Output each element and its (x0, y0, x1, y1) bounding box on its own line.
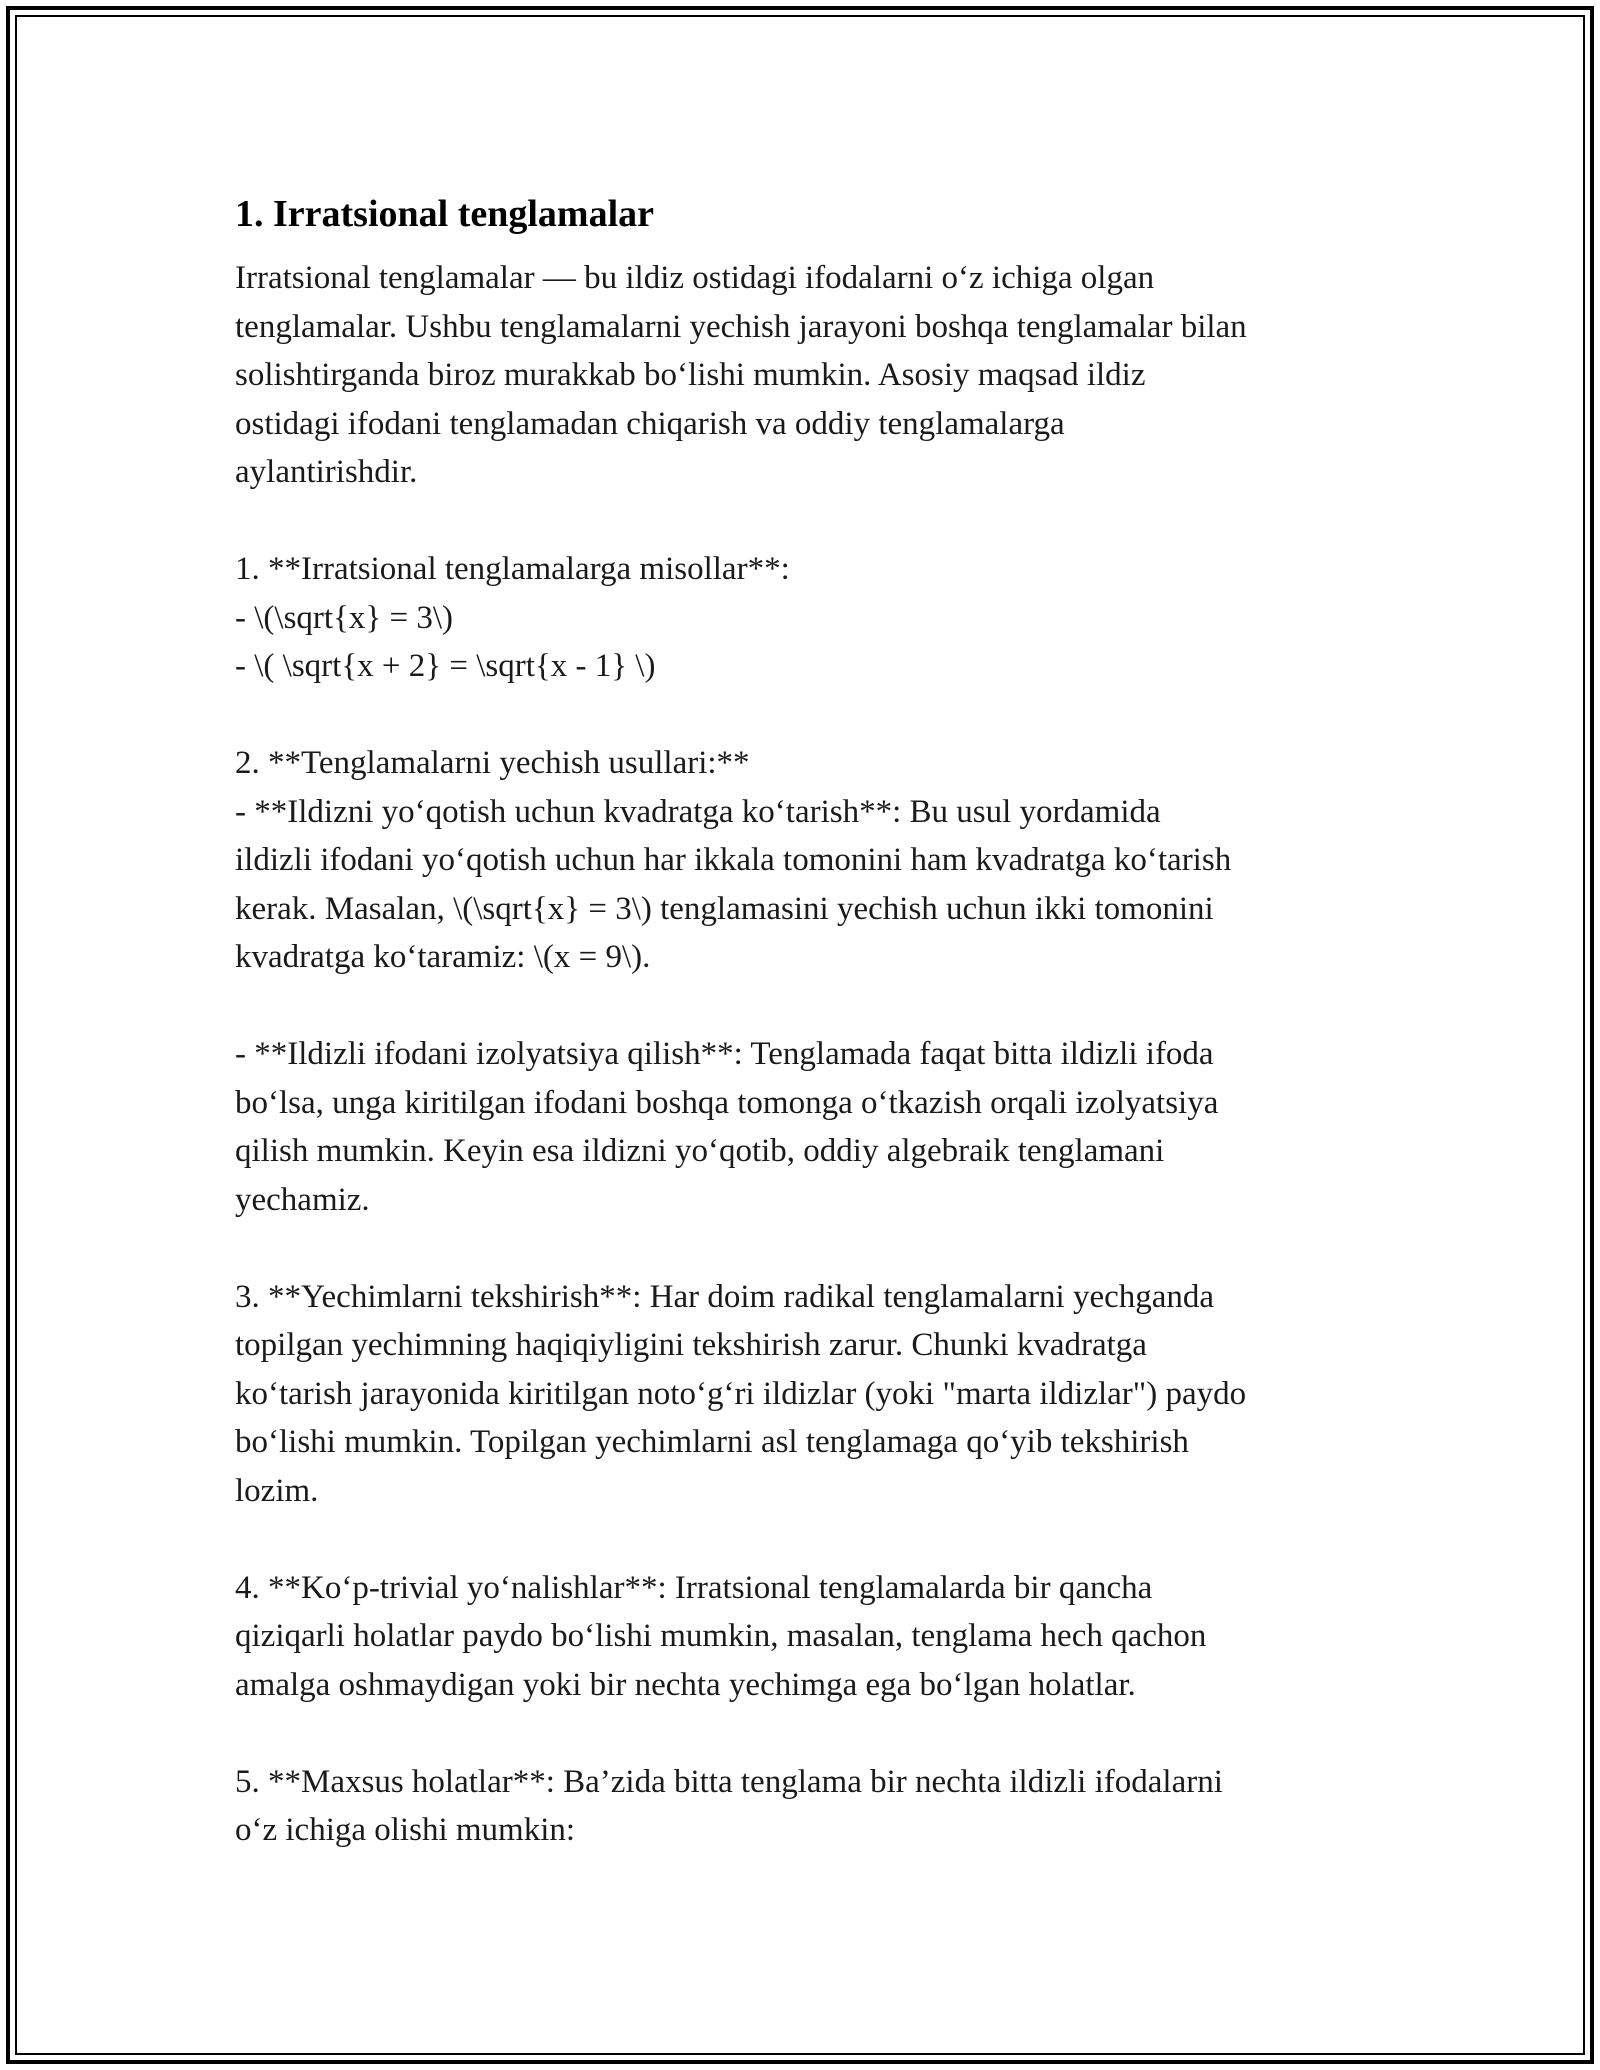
list-item-special-cases: 5. **Maxsus holatlar**: Ba’zida bitta tenglama bir nechta ildizli ifodalarni o‘z ichiga olishi mumkin: (235, 1763, 1223, 1848)
document-body (235, 186, 1375, 1855)
section-heading: 1. Irratsional tenglamalar (235, 193, 655, 235)
list-item-isolation-method: - **Ildizli ifodani izolyatsiya qilish**: Tenglamada faqat bitta ildizli ifoda bo‘lsa, unga kiritilgan ifodani boshqa tomonga o‘tkazish orqali izolyatsiya qilish mumkin. Keyin esa ildizni yo‘qotib, oddiy algebraik tenglamani yechamiz. (235, 1036, 1219, 1218)
list-item-checking-solutions: 3. **Yechimlarni tekshirish**: Har doim radikal tenglamalarni yechganda topilgan yechimning haqiqiyligini tekshirish zarur. Chunki kvadratga ko‘tarish jarayonida kiritilgan noto‘g‘ri ildizlar (yoki "marta ildizlar") paydo bo‘lishi mumkin. Topilgan yechimlarni asl tenglamaga qo‘yib tekshirish lozim. (235, 1278, 1247, 1509)
intro-paragraph: Irratsional tenglamalar — bu ildiz ostidagi ifodalarni o‘z ichiga olgan tenglamalar. Ushbu tenglamalarni yechish jarayoni boshqa tenglamalar bilan solishtirganda biroz murakkab bo‘lishi mumkin. Asosiy maqsad ildiz ostidagi ifodani tenglamadan chiqarish va oddiy tenglamalarga aylantirishdir. (235, 260, 1247, 490)
list-item-solving-methods: 2. **Tenglamalarni yechish usullari:** - **Ildizni yo‘qotish uchun kvadratga ko‘tarish**: Bu usul yordamida ildizli ifodani yo‘qotish uchun har ikkala tomonini ham kvadratga ko‘tarish kerak. Masalan, \(\sqrt{x} = 3\) tenglamasini yechish uchun ikki tomonini kvadratga ko‘taramiz: \(x = 9\). (235, 745, 1232, 975)
list-item-examples: 1. **Irratsional tenglamalarga misollar**: - \(\sqrt{x} = 3\) - \( \sqrt{x + 2} = \sqrt{x - 1} \) (235, 551, 790, 684)
list-item-nontrivial-cases: 4. **Ko‘p-trivial yo‘nalishlar**: Irratsional tenglamalarda bir qancha qiziqarli holatlar paydo bo‘lishi mumkin, masalan, tenglama hech qachon amalga oshmaydigan yoki bir nechta yechimga ega bo‘lgan holatlar. (235, 1569, 1207, 1703)
